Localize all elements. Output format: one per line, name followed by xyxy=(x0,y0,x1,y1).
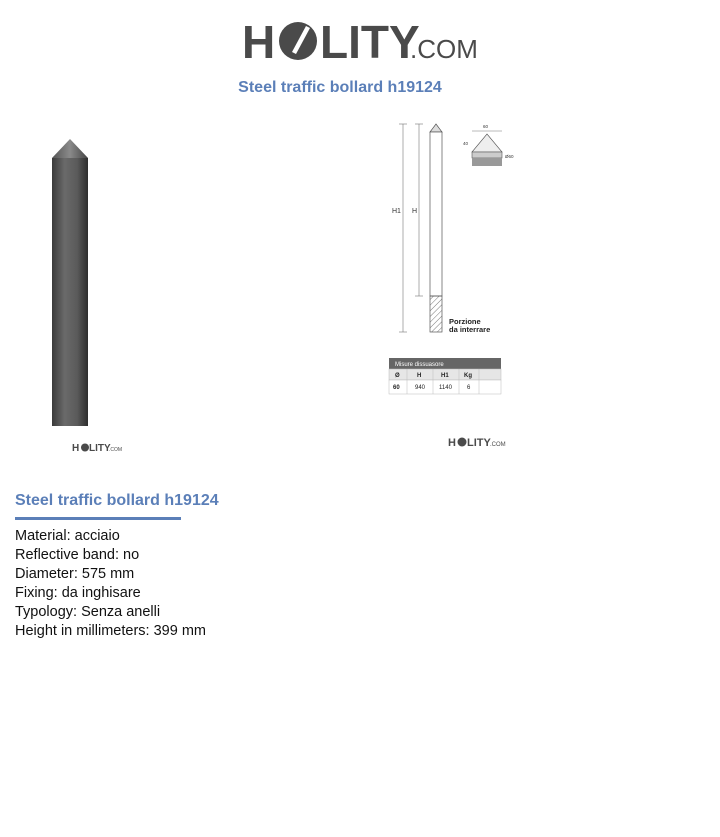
logo-o-icon xyxy=(279,22,317,60)
svg-text:LITY: LITY xyxy=(89,443,111,454)
holity-logo[interactable] xyxy=(240,10,480,68)
svg-text:1140: 1140 xyxy=(439,385,452,391)
svg-text:Ø60: Ø60 xyxy=(505,154,514,159)
spec-typology: Typology: Senza anelli xyxy=(15,604,161,620)
page-title: Steel traffic bollard h19124 xyxy=(238,79,442,96)
dim-label-h: H xyxy=(412,208,418,215)
section-divider xyxy=(15,517,181,520)
svg-text:Ø: Ø xyxy=(395,373,400,379)
logo-letter-h: H xyxy=(242,16,276,68)
drawing-watermark-logo xyxy=(448,434,506,450)
spec-reflective-band: Reflective band: no xyxy=(15,547,140,563)
svg-text:H1: H1 xyxy=(441,373,449,379)
photo-watermark-logo xyxy=(72,440,123,454)
svg-text:.COM: .COM xyxy=(109,447,123,453)
svg-text:LITY: LITY xyxy=(467,437,491,449)
caption-line-1: Porzione xyxy=(449,317,481,326)
svg-text:6: 6 xyxy=(467,385,471,391)
table-title: Misure dissuasore xyxy=(395,362,444,368)
caption-line-2: da interrare xyxy=(449,325,491,334)
spec-diameter: Diameter: 575 mm xyxy=(15,566,135,582)
svg-text:60: 60 xyxy=(483,124,489,129)
logo-text-lity: LITY xyxy=(320,16,420,68)
spec-fixing: Fixing: da inghisare xyxy=(15,585,141,601)
spec-material: Material: acciaio xyxy=(15,528,120,544)
section-title: Steel traffic bollard h19124 xyxy=(15,492,219,509)
svg-text:H: H xyxy=(448,437,456,449)
svg-text:940: 940 xyxy=(415,385,426,391)
dim-label-h1: H1 xyxy=(392,208,401,215)
svg-text:40: 40 xyxy=(463,141,469,146)
spec-list xyxy=(15,527,206,641)
svg-text:H: H xyxy=(72,443,80,454)
technical-drawing xyxy=(385,118,525,398)
svg-text:H: H xyxy=(417,373,422,379)
logo-text-com: .COM xyxy=(410,34,478,64)
svg-text:Kg: Kg xyxy=(464,373,472,379)
spec-height: Height in millimeters: 399 mm xyxy=(15,623,206,639)
bollard-photo xyxy=(40,130,120,430)
svg-text:60: 60 xyxy=(393,385,400,391)
svg-text:.COM: .COM xyxy=(490,442,506,448)
